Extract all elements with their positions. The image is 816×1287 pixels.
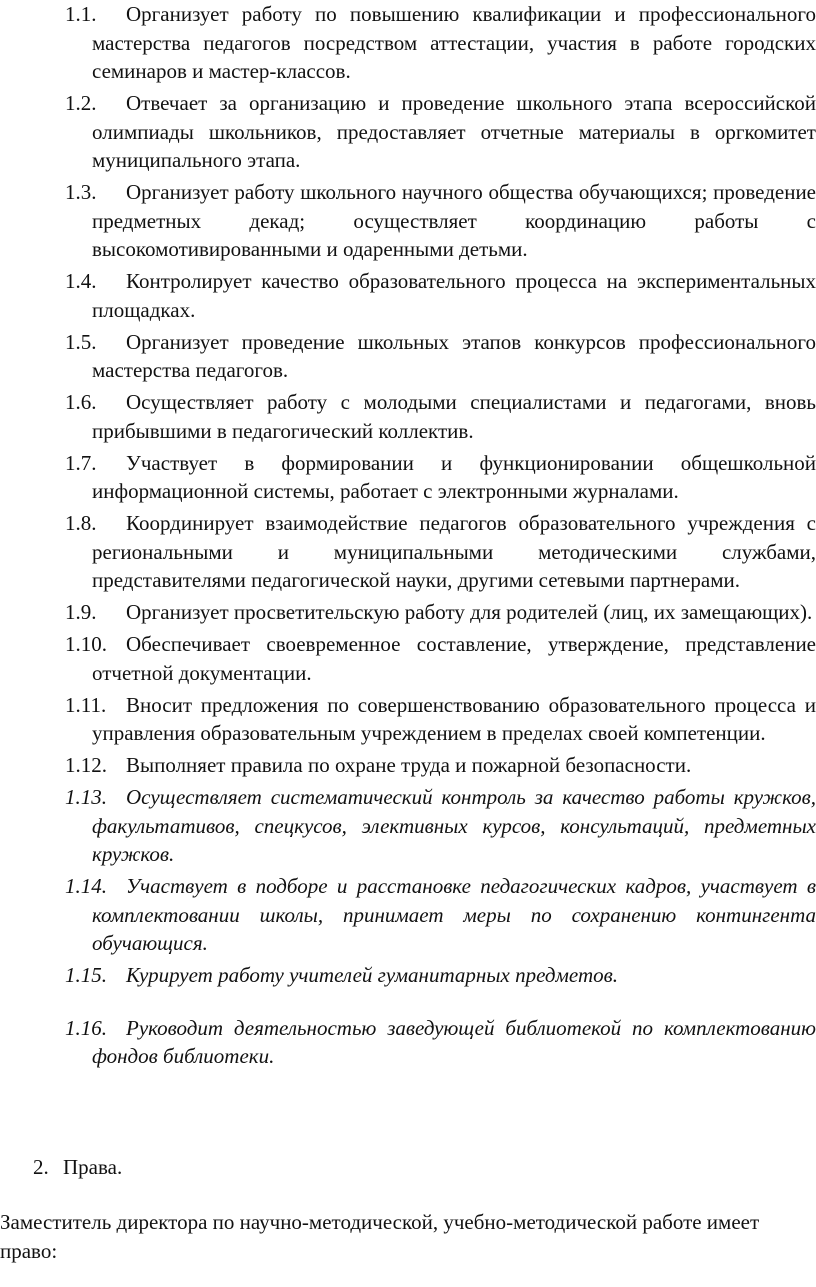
- item-number: 1.9.: [65, 598, 121, 627]
- list-item: [66, 961, 816, 990]
- list-item: [66, 0, 816, 86]
- item-number: 1.14.: [65, 872, 121, 901]
- item-text: Отвечает за организацию и проведение школьного этапа всероссийской олимпиады школьников, предоставляет отчетные материалы в оргкомитет муниципального этапа.: [92, 91, 816, 172]
- list-item: [66, 630, 816, 687]
- list-item: [66, 267, 816, 324]
- item-number: 1.1.: [65, 0, 121, 29]
- section-title: Права.: [63, 1155, 123, 1179]
- list-item: [66, 449, 816, 506]
- item-text: Организует просветительскую работу для родителей (лиц, их замещающих).: [126, 600, 813, 624]
- list-item: [66, 691, 816, 748]
- item-number: 1.7.: [65, 449, 121, 478]
- item-number: 1.3.: [65, 178, 121, 207]
- item-number: 1.13.: [65, 783, 121, 812]
- list-item: [66, 1014, 816, 1071]
- duties-list: [66, 0, 816, 1074]
- item-number: 1.10.: [65, 630, 121, 659]
- item-number: 1.11.: [65, 691, 121, 720]
- list-item: [66, 509, 816, 595]
- item-text: Обеспечивает своевременное составление, утверждение, представление отчетной документации.: [92, 632, 816, 685]
- list-item: [66, 598, 816, 627]
- list-item: [66, 751, 816, 780]
- item-text: Курирует работу учителей гуманитарных предметов.: [126, 963, 618, 987]
- item-text: Участвует в подборе и расстановке педагогических кадров, участвует в комплектовании школы, принимает меры по сохранению контингента обучающися.: [92, 874, 816, 955]
- rights-intro-paragraph: Заместитель директора по научно-методической, учебно-методической работе имеет право:: [0, 1210, 760, 1263]
- item-number: 1.12.: [65, 751, 121, 780]
- item-text: Участвует в формировании и функционировании общешкольной информационной системы, работает с электронными журналами.: [92, 450, 816, 503]
- item-text: Выполняет правила по охране труда и пожарной безопасности.: [126, 753, 692, 777]
- item-number: 1.16.: [65, 1014, 121, 1043]
- list-item: [66, 872, 816, 958]
- section-number: 2.: [33, 1155, 49, 1179]
- item-text: Координирует взаимодействие педагогов образовательного учреждения с региональными и муниципальными методическими службами, представителями педагогической науки, другими сетевыми партнерами.: [92, 511, 816, 592]
- list-item: [66, 89, 816, 175]
- item-number: 1.8.: [65, 509, 121, 538]
- item-text: Осуществляет работу с молодыми специалистами и педагогами, вновь прибывшими в педагогический коллектив.: [92, 390, 816, 443]
- item-text: Вносит предложения по совершенствованию образовательного процесса и управления образовательным учреждением в пределах своей компетенции.: [92, 692, 816, 745]
- list-item: [66, 328, 816, 385]
- item-text: Организует работу школьного научного общества обучающихся; проведение предметных декад; осуществляет координацию работы с высокомотивированными и одаренными детьми.: [92, 180, 816, 261]
- section-heading: [33, 1153, 122, 1181]
- item-text: Осуществляет систематический контроль за качество работы кружков, факультативов, спецкусов, элективных курсов, консультаций, предметных кружков.: [92, 785, 816, 866]
- item-number: 1.15.: [65, 961, 121, 990]
- list-item: [66, 783, 816, 869]
- item-number: 1.2.: [65, 89, 121, 118]
- item-number: 1.4.: [65, 267, 121, 296]
- item-number: 1.6.: [65, 388, 121, 417]
- item-text: Организует работу по повышению квалификации и профессионального мастерства педагогов посредством аттестации, участия в работе городских семинаров и мастер-классов.: [92, 2, 816, 83]
- item-number: 1.5.: [65, 328, 121, 357]
- item-text: Руководит деятельностью заведующей библиотекой по комплектованию фондов библиотеки.: [92, 1015, 816, 1068]
- list-item: [66, 178, 816, 264]
- list-item: [66, 388, 816, 445]
- item-text: Контролирует качество образовательного процесса на экспериментальных площадках.: [92, 269, 816, 322]
- item-text: Организует проведение школьных этапов конкурсов профессионального мастерства педагогов.: [92, 329, 816, 382]
